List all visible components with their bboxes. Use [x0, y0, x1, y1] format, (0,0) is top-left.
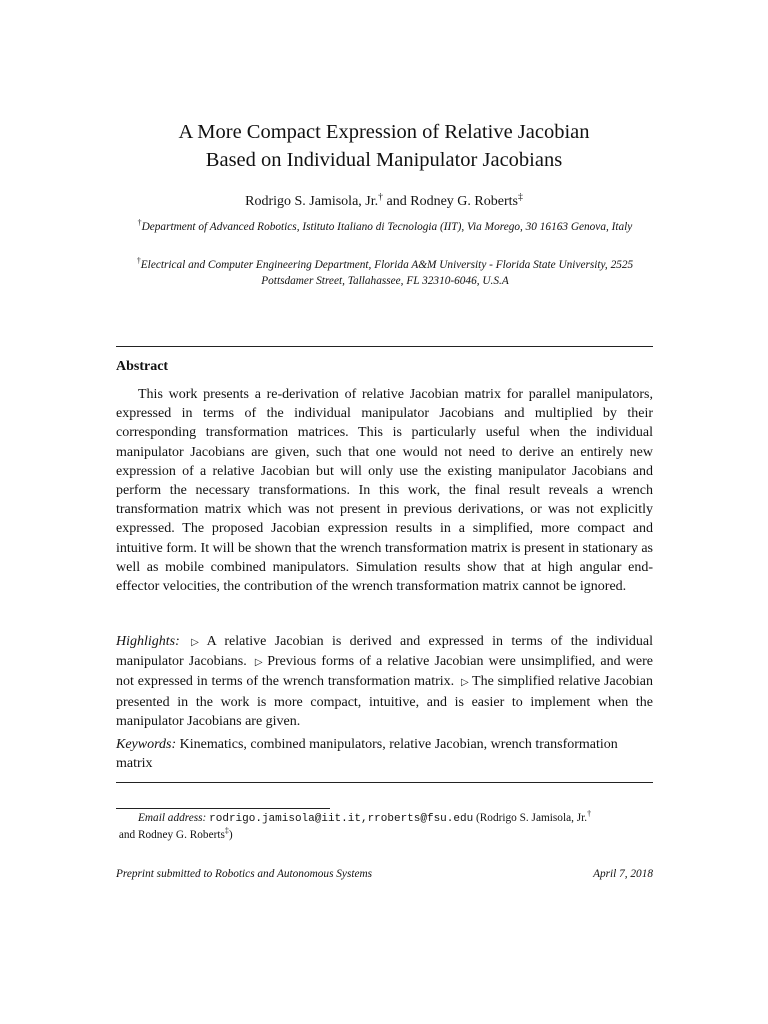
affiliation-2 [116, 258, 654, 289]
email-names-1: (Rodrigo S. Jamisola, Jr. [473, 812, 588, 824]
keywords-label: Keywords: [116, 737, 177, 752]
affiliation-1-text: Department of Advanced Robotics, Istituto Italiano di Tecnologia (IIT), Via Morego, 30 16163 Genova, Italy [141, 221, 633, 233]
email-addresses[interactable]: rodrigo.jamisola@iit.it,rroberts@fsu.edu [209, 813, 474, 825]
email-names-3: ) [228, 829, 233, 841]
highlight-1: A relative Jacobian is derived and expressed in terms of the individual manipulator Jacobians. [116, 634, 653, 670]
title-line-2: Based on Individual Manipulator Jacobians [205, 149, 563, 171]
preprint-note: Preprint submitted to Robotics and Autonomous Systems [116, 868, 373, 880]
bottom-divider [116, 782, 653, 783]
preprint-date: April 7, 2018 [593, 868, 653, 880]
author-conjunction: and [383, 194, 411, 209]
affiliation-1-mark: † [137, 218, 142, 228]
triangle-bullet-icon: ▷ [191, 637, 204, 648]
triangle-bullet-icon: ▷ [461, 677, 470, 689]
author-2-mark: ‡ [517, 191, 523, 203]
email-mark-2: ‡ [224, 826, 229, 836]
top-divider [116, 346, 653, 347]
paper-title [0, 118, 768, 174]
triangle-bullet-icon: ▷ [254, 657, 265, 669]
email-footnote [116, 810, 653, 843]
author-2: Rodney G. Roberts [410, 194, 518, 209]
keywords [116, 735, 653, 773]
affiliation-2-mark: † [136, 256, 141, 266]
email-label: Email address: [138, 812, 207, 824]
keywords-text: Kinematics, combined manipulators, relative Jacobian, wrench transformation matrix [116, 737, 618, 772]
title-line-1: A More Compact Expression of Relative Jacobian [178, 121, 590, 143]
highlight-3: The simplified relative Jacobian presented in the work is more compact, intuitive, and is easier to implement when the manipulator Jacobians are given. [116, 674, 654, 729]
abstract-body: This work presents a re-derivation of relative Jacobian matrix for parallel manipulators, expressed in terms of the individual manipulator Jacobians and multiplied by their corresponding transformation matrices. This is particularly useful when the individual manipulator Jacobians are given, such that one would not need to derive an entirely new expression of a relative Jacobian but will only use the existing manipulator Jacobians and perform the necessary transformations. In this work, the final result reveals a wrench transformation matrix which was not present in previous derivations, or was not explicitly expressed. The proposed Jacobian expression results in a simplified, more compact and intuitive form. It will be shown that the wrench transformation matrix is present in stationary as well as mobile combined manipulators. Simulation results show that at high angular end-effector velocities, the contribution of the wrench transformation matrix cannot be ignored. [116, 387, 653, 595]
highlights-label: Highlights: [116, 634, 180, 649]
affiliation-1 [116, 220, 654, 236]
author-1-mark: † [378, 191, 384, 203]
highlights [116, 632, 653, 731]
abstract-heading: Abstract [116, 359, 169, 374]
affiliation-2-text: Electrical and Computer Engineering Department, Florida A&M University - Florida State University, 2525 Pottsdamer Street, Tallahassee, FL 32310-6046, U.S.A [140, 259, 634, 287]
footnote-rule [116, 808, 330, 809]
author-list [0, 193, 768, 211]
email-mark-1: † [587, 809, 592, 819]
author-1: Rodrigo S. Jamisola, Jr. [245, 194, 379, 209]
email-names-2: and Rodney G. Roberts [116, 829, 225, 841]
highlight-2: Previous forms of a relative Jacobian were unsimplified, and were not expressed in terms of the wrench transformation matrix. [116, 654, 653, 690]
